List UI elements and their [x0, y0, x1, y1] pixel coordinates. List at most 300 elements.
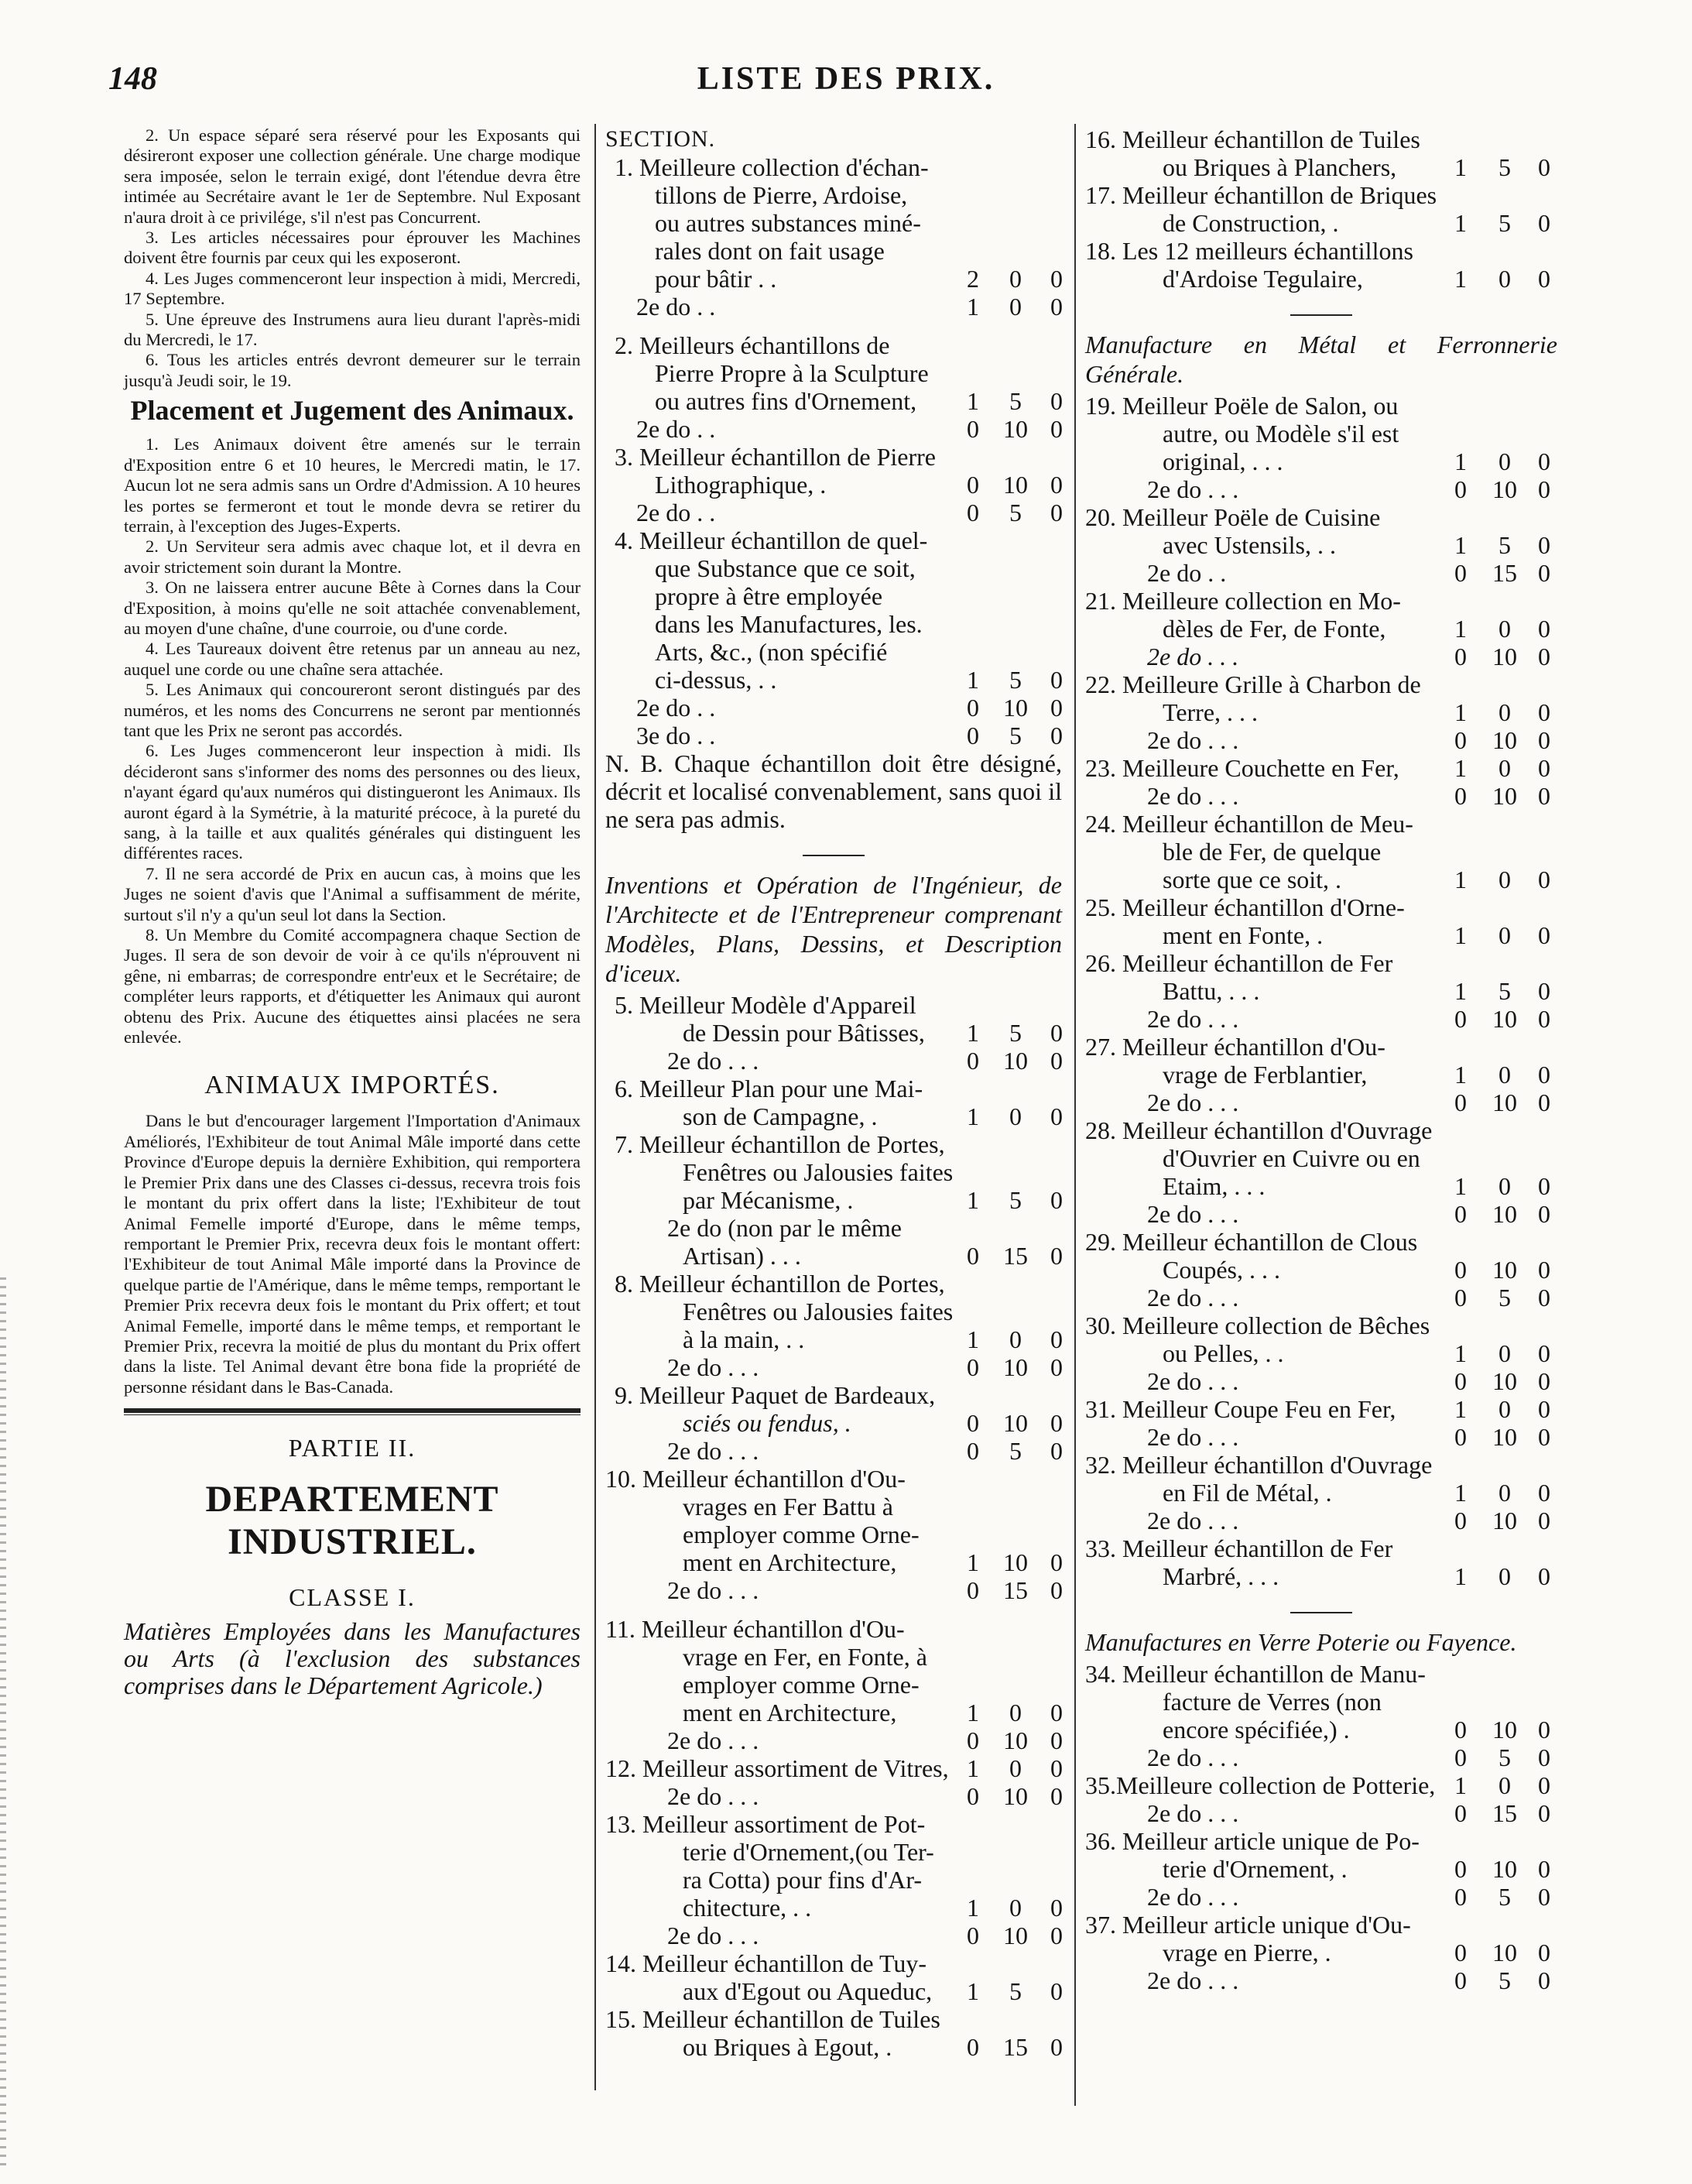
prize-deniers: 0 — [1538, 1743, 1550, 1771]
prize-label: 6. Meilleur Plan pour une Mai- — [615, 1075, 923, 1102]
prize-line — [605, 1214, 1062, 1242]
prize-label: 2. Meilleurs échantillons de — [615, 331, 890, 359]
prize-chelins: 5 — [1009, 1977, 1022, 2005]
prize-line — [605, 1047, 1062, 1075]
prize-line — [1085, 265, 1557, 293]
prize-label: 3. Meilleur échantillon de Pierre — [615, 443, 936, 471]
prize-label: chitecture, . . — [683, 1894, 812, 1922]
prize-label: ment en Architecture, — [683, 1699, 897, 1726]
prize-line — [1085, 1688, 1557, 1716]
prize-deniers: 0 — [1050, 1726, 1063, 1754]
prize-line — [605, 387, 1062, 415]
prize-label: autre, ou Modèle s'il est — [1163, 420, 1399, 447]
prize-chelins: 10 — [1003, 1726, 1028, 1754]
prize-chelins: 0 — [1009, 265, 1022, 293]
prize-deniers: 0 — [1050, 1576, 1063, 1604]
prize-line — [1085, 1089, 1557, 1116]
prize-chelins: 0 — [1498, 1172, 1511, 1200]
prize-line — [605, 638, 1062, 666]
prize-label: 2e do . . . — [1147, 1966, 1239, 1994]
prize-label: pour bâtir . . — [655, 265, 777, 293]
prize-label: 2e do . . . — [1147, 1005, 1239, 1033]
prize-label: à la main, . . — [683, 1325, 805, 1353]
prize-label: 27. Meilleur échantillon d'Ou- — [1085, 1033, 1385, 1061]
prize-label: 2e do . . — [636, 415, 716, 443]
prize-deniers: 0 — [1538, 1256, 1550, 1284]
prize-line — [605, 1325, 1062, 1353]
prize-livres: 1 — [967, 1699, 979, 1726]
prize-chelins: 10 — [1492, 726, 1517, 754]
prize-chelins: 10 — [1003, 471, 1028, 499]
prize-deniers: 0 — [1050, 265, 1063, 293]
prize-line — [605, 1242, 1062, 1270]
rule-paragraph: 2. Un Serviteur sera admis avec chaque lot, et il devra en avoir strictement soin durant la Montre. — [124, 537, 581, 577]
prize-line — [605, 181, 1062, 209]
heading-classe: CLASSE I. — [289, 1583, 416, 1612]
prize-livres: 1 — [967, 1977, 979, 2005]
column-right — [1085, 125, 1557, 1994]
heading-departement: DEPARTEMENT INDUSTRIEL. — [205, 1479, 499, 1563]
prize-chelins: 10 — [1003, 415, 1028, 443]
prize-chelins: 10 — [1492, 1716, 1517, 1743]
prize-livres: 1 — [1454, 265, 1467, 293]
prize-line — [605, 2033, 1062, 2061]
prize-label: 4. Meilleur échantillon de quel- — [615, 526, 928, 554]
prize-deniers: 0 — [1538, 1339, 1550, 1367]
prize-livres: 0 — [1454, 1507, 1467, 1534]
prize-chelins: 0 — [1498, 1395, 1511, 1423]
prize-line — [1085, 392, 1557, 420]
prize-livres: 0 — [1454, 1005, 1467, 1033]
prize-deniers: 0 — [1538, 447, 1550, 475]
prize-label: 30. Meilleure collection de Bêches — [1085, 1311, 1430, 1339]
prize-line — [605, 1838, 1062, 1866]
prize-label: employer comme Orne- — [683, 1521, 920, 1548]
prize-deniers: 0 — [1050, 1353, 1063, 1381]
prize-livres: 0 — [1454, 643, 1467, 670]
prize-label: 20. Meilleur Poële de Cuisine — [1085, 503, 1381, 531]
prize-label: avec Ustensils, . . — [1163, 531, 1336, 559]
prize-label: Battu, . . . — [1163, 977, 1260, 1005]
prize-livres: 0 — [1454, 1256, 1467, 1284]
prize-deniers: 0 — [1050, 1922, 1063, 1949]
page-number: 148 — [108, 61, 157, 97]
prize-line — [605, 554, 1062, 582]
rule-paragraph: 5. Une épreuve des Instrumens aura lieu durant l'après-midi du Mercredi, le 17. — [124, 309, 581, 350]
prize-deniers: 0 — [1538, 1507, 1550, 1534]
prize-livres: 1 — [1454, 1061, 1467, 1089]
prize-line — [605, 415, 1062, 443]
prize-chelins: 0 — [1009, 1894, 1022, 1922]
prize-label: d'Ouvrier en Cuivre ou en — [1163, 1144, 1420, 1172]
prize-livres: 1 — [1454, 531, 1467, 559]
prize-livres: 0 — [1454, 559, 1467, 587]
prize-label: 23. Meilleure Couchette en Fer, — [1085, 754, 1399, 782]
prize-label: original, . . . — [1163, 447, 1283, 475]
column-middle — [605, 125, 1062, 2061]
prize-chelins: 10 — [1003, 1409, 1028, 1437]
prize-deniers: 0 — [1538, 1716, 1550, 1743]
prize-line — [605, 1075, 1062, 1102]
prize-chelins: 10 — [1003, 1548, 1028, 1576]
prize-livres: 0 — [967, 471, 979, 499]
prize-line — [1085, 1966, 1557, 1994]
prize-label: Etaim, . . . — [1163, 1172, 1266, 1200]
prize-line — [605, 1019, 1062, 1047]
prize-label: 29. Meilleur échantillon de Clous — [1085, 1228, 1418, 1256]
prize-livres: 1 — [1454, 698, 1467, 726]
heading-animaux-importes: ANIMAUX IMPORTÉS. — [204, 1071, 500, 1100]
prize-livres: 1 — [967, 666, 979, 694]
prize-deniers: 0 — [1050, 2033, 1063, 2061]
prize-deniers: 0 — [1050, 1242, 1063, 1270]
prize-chelins: 10 — [1003, 1353, 1028, 1381]
prize-list-section-1 — [605, 153, 1062, 749]
prize-line — [605, 443, 1062, 471]
rule-paragraph: 3. On ne laissera entrer aucune Bête à Cornes dans la Cour d'Exposition, à moins qu'elle ne soit attachée convenablement, au moyen d'une chaîne, d'une courroie, ou d'une corde. — [124, 578, 581, 638]
prize-label: 2e do . . . — [1147, 1743, 1239, 1771]
prize-livres: 0 — [1454, 1200, 1467, 1228]
prize-livres: 1 — [967, 293, 979, 321]
prize-deniers: 0 — [1050, 1894, 1063, 1922]
rule-paragraph: 2. Un espace séparé sera réservé pour les Exposants qui désireront exposer une collection générale. Une charge modique sera imposée, selon le terrain exigé, dont l'étendue devra être intimée au Secrétaire avant le 1er de Septembre. Nul Exposant n'aura droit à ce privilége, s'il n'est pas Concurrent. — [124, 125, 581, 227]
prize-line — [1085, 866, 1557, 893]
prize-deniers: 0 — [1538, 1284, 1550, 1311]
prize-chelins: 0 — [1498, 447, 1511, 475]
prize-label: propre à être employée — [655, 582, 883, 610]
prize-deniers: 0 — [1050, 293, 1063, 321]
prize-deniers: 0 — [1050, 1548, 1063, 1576]
prize-label: 28. Meilleur échantillon d'Ouvrage — [1085, 1116, 1433, 1144]
prize-label: 32. Meilleur échantillon d'Ouvrage — [1085, 1451, 1433, 1479]
prize-deniers: 0 — [1538, 1939, 1550, 1966]
prize-label: 22. Meilleure Grille à Charbon de — [1085, 670, 1421, 698]
prize-label: 31. Meilleur Coupe Feu en Fer, — [1085, 1395, 1396, 1423]
prize-line — [1085, 420, 1557, 447]
prize-line — [605, 666, 1062, 694]
prize-line — [605, 1493, 1062, 1521]
prize-deniers: 0 — [1538, 1089, 1550, 1116]
prize-chelins: 0 — [1498, 1562, 1511, 1590]
short-rule — [1290, 1612, 1352, 1613]
prize-deniers: 0 — [1538, 1005, 1550, 1033]
prize-label: son de Campagne, . — [683, 1102, 878, 1130]
prize-label: 2e do . . . — [1147, 1367, 1239, 1395]
prize-label: d'Ardoise Tegulaire, — [1163, 265, 1363, 293]
prize-label: 2e do . . . — [667, 1782, 759, 1810]
prize-deniers: 0 — [1050, 1409, 1063, 1437]
prize-line — [1085, 1479, 1557, 1507]
prize-chelins: 0 — [1009, 1754, 1022, 1782]
section-heading-inventions: Inventions et Opération de l'Ingénieur, de l'Architecte et de l'Entrepreneur comprenant Modèles, Plans, Dessins, et Description d'iceux. — [605, 871, 1062, 987]
section-heading-metal: Manufacture en Métal et Ferronnerie Générale. — [1085, 331, 1557, 388]
prize-line — [605, 471, 1062, 499]
prize-label: employer comme Orne- — [683, 1671, 920, 1699]
prize-label: 16. Meilleur échantillon de Tuiles — [1085, 125, 1420, 153]
prize-chelins: 0 — [1009, 1102, 1022, 1130]
prize-livres: 1 — [1454, 754, 1467, 782]
prize-line — [1085, 181, 1557, 209]
prize-livres: 0 — [967, 1437, 979, 1465]
prize-deniers: 0 — [1538, 531, 1550, 559]
prize-livres: 1 — [1454, 1339, 1467, 1367]
rules-animaux — [124, 434, 581, 1047]
prize-label: 9. Meilleur Paquet de Bardeaux, — [615, 1381, 936, 1409]
prize-label: que Substance que ce soit, — [655, 554, 916, 582]
prize-chelins: 15 — [1492, 1799, 1517, 1827]
prize-livres: 0 — [967, 1353, 979, 1381]
prize-label: 25. Meilleur échantillon d'Orne- — [1085, 893, 1405, 921]
prize-livres: 0 — [967, 1782, 979, 1810]
prize-chelins: 5 — [1009, 499, 1022, 526]
prize-chelins: 10 — [1492, 782, 1517, 810]
prize-line — [1085, 1144, 1557, 1172]
prize-livres: 0 — [1454, 1883, 1467, 1911]
prize-deniers: 0 — [1538, 1771, 1550, 1799]
prize-chelins: 0 — [1009, 1699, 1022, 1726]
prize-label: dans les Manufactures, les. — [655, 610, 923, 638]
prize-livres: 1 — [1454, 1562, 1467, 1590]
prize-chelins: 15 — [1003, 1576, 1028, 1604]
prize-line — [605, 1381, 1062, 1409]
prize-livres: 0 — [1454, 1855, 1467, 1883]
prize-label: 2e do . . . — [1147, 1200, 1239, 1228]
prize-chelins: 10 — [1492, 1423, 1517, 1451]
prize-livres: 0 — [967, 722, 979, 749]
prize-livres: 1 — [1454, 1479, 1467, 1507]
prize-line — [1085, 698, 1557, 726]
prize-line — [605, 1866, 1062, 1894]
prize-deniers: 0 — [1538, 615, 1550, 643]
prize-label: 26. Meilleur échantillon de Fer — [1085, 949, 1393, 977]
prize-livres: 0 — [967, 1409, 979, 1437]
prize-label: 19. Meilleur Poële de Salon, ou — [1085, 392, 1399, 420]
prize-label: 33. Meilleur échantillon de Fer — [1085, 1534, 1393, 1562]
prize-label: 8. Meilleur échantillon de Portes, — [615, 1270, 945, 1298]
prize-line — [605, 1102, 1062, 1130]
prize-label: Marbré, . . . — [1163, 1562, 1279, 1590]
prize-line — [1085, 1799, 1557, 1827]
rule-paragraph: 8. Un Membre du Comité accompagnera chaque Section de Juges. Il sera de son devoir de voir à ce qu'ils n'éprouvent ni gêne, ni embarras; de correspondre entr'eux et le Secrétaire; de compléter leurs rapports, et d'étiquetter les Animaux qui auront obtenu des Prix. Aucune des étiquettes ainsi placées ne sera enlevée. — [124, 925, 581, 1047]
prize-deniers: 0 — [1538, 1172, 1550, 1200]
prize-deniers: 0 — [1538, 921, 1550, 949]
scan-edge-noise — [0, 1277, 6, 2168]
prize-label: ou autres substances miné- — [655, 209, 921, 237]
prize-line — [1085, 1395, 1557, 1423]
prize-label: Fenêtres ou Jalousies faites — [683, 1298, 954, 1325]
rule-paragraph: 6. Tous les articles entrés devront demeurer sur le terrain jusqu'à Jeudi soir, le 19. — [124, 350, 581, 390]
prize-deniers: 0 — [1538, 698, 1550, 726]
prize-deniers: 0 — [1538, 1799, 1550, 1827]
prize-line — [1085, 1883, 1557, 1911]
prize-chelins: 5 — [1009, 1186, 1022, 1214]
prize-line — [1085, 1451, 1557, 1479]
prize-label: 7. Meilleur échantillon de Portes, — [615, 1130, 945, 1158]
prize-chelins: 5 — [1498, 1743, 1511, 1771]
prize-chelins: 10 — [1492, 1089, 1517, 1116]
prize-livres: 0 — [1454, 1284, 1467, 1311]
prize-label: 2e do . . . — [1147, 726, 1239, 754]
prize-line — [605, 722, 1062, 749]
prize-line — [1085, 1200, 1557, 1228]
prize-line — [1085, 615, 1557, 643]
prize-label: 36. Meilleur article unique de Po- — [1085, 1827, 1420, 1855]
prize-line — [605, 694, 1062, 722]
prize-label: 2e do (non par le même — [667, 1214, 902, 1242]
prize-label: 2e do . . — [636, 293, 716, 321]
prize-livres: 1 — [967, 1325, 979, 1353]
prize-line — [1085, 754, 1557, 782]
prize-deniers: 0 — [1538, 1855, 1550, 1883]
prize-line — [1085, 1660, 1557, 1688]
prize-livres: 0 — [967, 1242, 979, 1270]
prize-chelins: 15 — [1003, 2033, 1028, 2061]
prize-line — [1085, 1855, 1557, 1883]
prize-livres: 0 — [1454, 1423, 1467, 1451]
short-rule — [803, 855, 865, 856]
prize-chelins: 0 — [1498, 265, 1511, 293]
prize-livres: 0 — [967, 1576, 979, 1604]
prize-chelins: 5 — [1498, 531, 1511, 559]
prize-line — [605, 1949, 1062, 1977]
prize-chelins: 5 — [1009, 1019, 1022, 1047]
page-header — [0, 46, 1692, 108]
rule-paragraph: 4. Les Juges commenceront leur inspection à midi, Mercredi, 17 Septembre. — [124, 268, 581, 309]
section-caption: SECTION. — [605, 126, 716, 152]
prize-label: 2e do . . . — [1147, 1284, 1239, 1311]
prize-deniers: 0 — [1050, 471, 1063, 499]
prize-livres: 0 — [1454, 1367, 1467, 1395]
prize-line — [1085, 125, 1557, 153]
prize-chelins: 0 — [1498, 1061, 1511, 1089]
section-rule — [124, 1408, 581, 1415]
prize-list-tuiles — [1085, 125, 1557, 293]
prize-line — [605, 1548, 1062, 1576]
page-title: LISTE DES PRIX. — [697, 61, 995, 97]
prize-label: Coupés, . . . — [1163, 1256, 1280, 1284]
prize-label: Terre, . . . — [1163, 698, 1259, 726]
prize-label: 2e do . . . — [1147, 1799, 1239, 1827]
prize-chelins: 5 — [1498, 209, 1511, 237]
prize-chelins: 10 — [1003, 1922, 1028, 1949]
prize-livres: 0 — [1454, 1743, 1467, 1771]
prize-deniers: 0 — [1050, 1047, 1063, 1075]
prize-deniers: 0 — [1050, 1102, 1063, 1130]
prize-livres: 0 — [967, 1922, 979, 1949]
prize-deniers: 0 — [1538, 754, 1550, 782]
prize-label: 2e do . . . — [1147, 1089, 1239, 1116]
prize-deniers: 0 — [1050, 722, 1063, 749]
prize-chelins: 10 — [1492, 475, 1517, 503]
prize-chelins: 10 — [1492, 1256, 1517, 1284]
prize-chelins: 5 — [1498, 1284, 1511, 1311]
prize-chelins: 10 — [1492, 643, 1517, 670]
prize-line — [605, 1977, 1062, 2005]
prize-deniers: 0 — [1538, 1367, 1550, 1395]
prize-line — [605, 1130, 1062, 1158]
prize-livres: 0 — [1454, 1799, 1467, 1827]
prize-deniers: 0 — [1050, 1754, 1063, 1782]
prize-line — [1085, 1033, 1557, 1061]
prize-deniers: 0 — [1538, 1061, 1550, 1089]
prize-deniers: 0 — [1050, 1186, 1063, 1214]
prize-label: 2e do . . . — [667, 1576, 759, 1604]
prize-chelins: 0 — [1498, 615, 1511, 643]
prize-label: 3e do . . — [636, 722, 716, 749]
prize-line — [605, 991, 1062, 1019]
prize-label: 34. Meilleur échantillon de Manu- — [1085, 1660, 1426, 1688]
prize-line — [1085, 1771, 1557, 1799]
prize-chelins: 5 — [1498, 1966, 1511, 1994]
column-divider-2 — [1074, 124, 1076, 2106]
prize-deniers: 0 — [1538, 1966, 1550, 1994]
prize-line — [605, 1699, 1062, 1726]
prize-line — [1085, 1507, 1557, 1534]
prize-line — [1085, 1716, 1557, 1743]
prize-label: 2e do . . . — [1147, 1507, 1239, 1534]
prize-chelins: 0 — [1498, 754, 1511, 782]
prize-livres: 1 — [1454, 921, 1467, 949]
prize-deniers: 0 — [1050, 499, 1063, 526]
prize-deniers: 0 — [1538, 1395, 1550, 1423]
prize-livres: 1 — [1454, 615, 1467, 643]
prize-label: 5. Meilleur Modèle d'Appareil — [615, 991, 916, 1019]
prize-line — [605, 1894, 1062, 1922]
prize-label: sorte que ce soit, . — [1163, 866, 1342, 893]
prize-label: 1. Meilleure collection d'échan- — [615, 153, 929, 181]
prize-line — [605, 1158, 1062, 1186]
prize-chelins: 5 — [1009, 722, 1022, 749]
prize-line — [1085, 1423, 1557, 1451]
prize-label: 2e do . . . — [1147, 643, 1239, 670]
prize-label: 10. Meilleur échantillon d'Ou- — [605, 1465, 906, 1493]
prize-label: 12. Meilleur assortiment de Vitres, — [605, 1754, 949, 1782]
prize-livres: 0 — [967, 2033, 979, 2061]
prize-line — [1085, 503, 1557, 531]
prize-line — [605, 2005, 1062, 2033]
prize-line — [1085, 559, 1557, 587]
prize-label: ble de Fer, de quelque — [1163, 838, 1382, 866]
heading-partie: PARTIE II. — [288, 1434, 416, 1462]
prize-deniers: 0 — [1538, 1883, 1550, 1911]
prize-label: tillons de Pierre, Ardoise, — [655, 181, 908, 209]
prize-line — [605, 359, 1062, 387]
prize-list-verre — [1085, 1660, 1557, 1994]
prize-label: 24. Meilleur échantillon de Meu- — [1085, 810, 1413, 838]
prize-deniers: 0 — [1538, 559, 1550, 587]
rule-paragraph: 6. Les Juges commenceront leur inspection à midi. Ils décideront sans s'informer des noms des personnes ou des lieux, n'ayant égard qu'aux numéros qui distingueront les Animaux. Ils auront égard à la Symétrie, à la maturité précoce, à la pureté du sang, à la taille et aux qualités générales qui distinguent les différentes races. — [124, 741, 581, 863]
prize-line — [605, 1726, 1062, 1754]
prize-livres: 0 — [1454, 726, 1467, 754]
prize-deniers: 0 — [1050, 387, 1063, 415]
prize-line — [605, 526, 1062, 554]
prize-line — [1085, 237, 1557, 265]
prize-livres: 0 — [1454, 782, 1467, 810]
prize-line — [1085, 977, 1557, 1005]
prize-livres: 1 — [1454, 977, 1467, 1005]
prize-label: 2e do . . — [636, 499, 716, 526]
prize-deniers: 0 — [1050, 1977, 1063, 2005]
prize-line — [605, 293, 1062, 321]
prize-label: 2e do . . . — [1147, 1423, 1239, 1451]
prize-label: ment en Fonte, . — [1163, 921, 1324, 949]
prize-livres: 1 — [967, 1186, 979, 1214]
prize-label: 17. Meilleur échantillon de Briques — [1085, 181, 1437, 209]
prize-line — [1085, 531, 1557, 559]
prize-label: vrages en Fer Battu à — [683, 1493, 893, 1521]
prize-deniers: 0 — [1538, 1479, 1550, 1507]
prize-line — [605, 1465, 1062, 1493]
